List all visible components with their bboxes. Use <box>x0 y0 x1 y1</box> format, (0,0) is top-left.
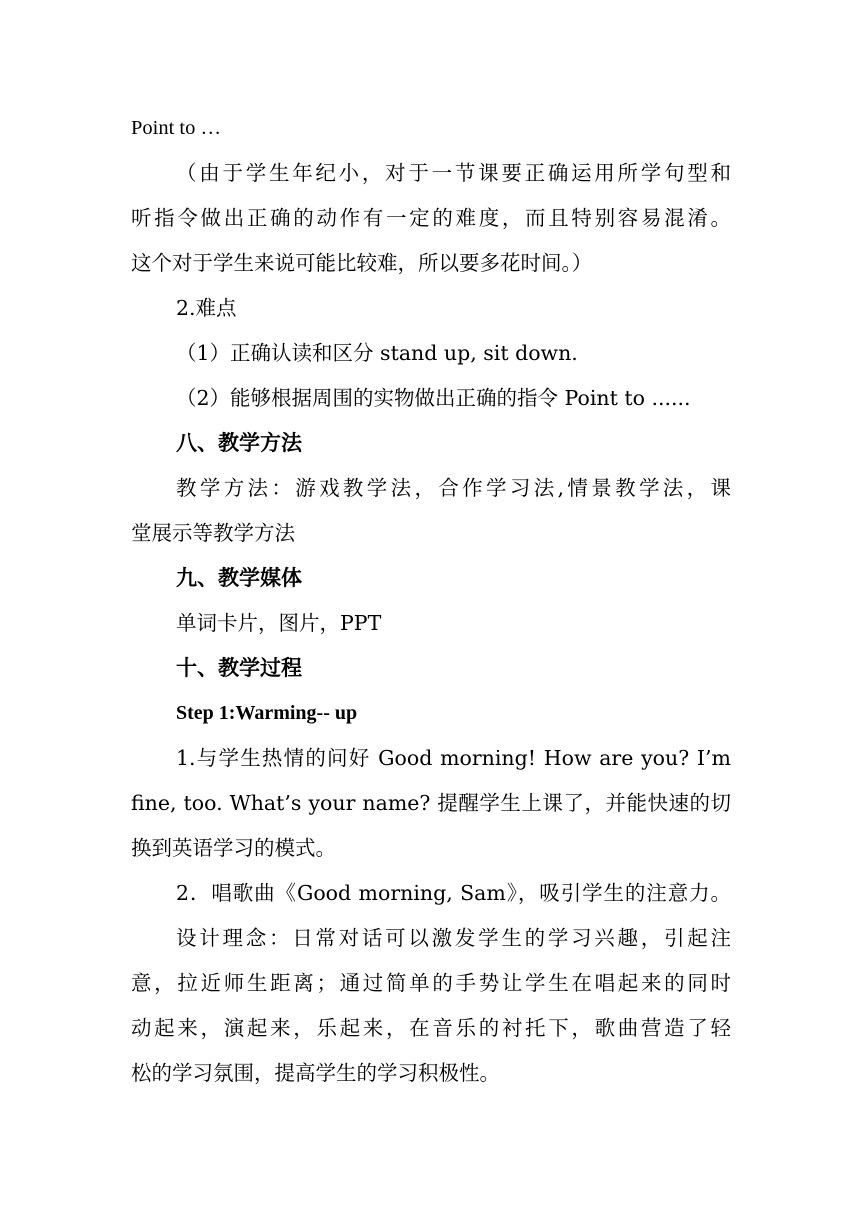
text-line-note-2: 听指令做出正确的动作有一定的难度，而且特别容易混淆。 <box>131 206 731 230</box>
text-line-note-1: （由于学生年纪小，对于一节课要正确运用所学句型和 <box>176 161 731 185</box>
section-heading-process: 十、教学过程 <box>176 656 302 680</box>
text-line-difficulty-2: （2）能够根据周围的实物做出正确的指令 Point to ...... <box>176 386 691 410</box>
subheading-difficulty: 2.难点 <box>176 296 237 320</box>
text-line-design-1: 设计理念：日常对话可以激发学生的学习兴趣，引起注 <box>176 926 731 950</box>
text-line-design-4: 松的学习氛围，提高学生的学习积极性。 <box>131 1061 500 1085</box>
text-line-step1-item1-a: 1.与学生热情的问好 Good morning! How are you? I’m <box>176 746 731 770</box>
text-line-step1-item1-b: fine, too. What’s your name? 提醒学生上课了，并能快速的切 <box>131 791 731 815</box>
text-line-step1-item1-c: 换到英语学习的模式。 <box>131 836 336 860</box>
section-heading-methods: 八、教学方法 <box>176 431 302 455</box>
text-line-methods-1: 教学方法：游戏教学法，合作学习法,情景教学法，课 <box>176 476 731 500</box>
section-heading-media: 九、教学媒体 <box>176 566 302 590</box>
text-line-point-to: Point to … <box>131 117 221 139</box>
text-line-note-3: 这个对于学生来说可能比较难，所以要多花时间。） <box>131 251 593 275</box>
text-line-design-2: 意，拉近师生距离；通过简单的手势让学生在唱起来的同时 <box>131 971 731 995</box>
text-line-design-3: 动起来，演起来，乐起来，在音乐的衬托下，歌曲营造了轻 <box>131 1016 731 1040</box>
step-heading-warming-up: Step 1:Warming-- up <box>176 702 358 724</box>
text-line-media: 单词卡片，图片，PPT <box>176 611 382 635</box>
text-line-methods-2: 堂展示等教学方法 <box>131 521 295 545</box>
text-line-step1-item2: 2．唱歌曲《Good morning, Sam》，吸引学生的注意力。 <box>176 881 731 905</box>
text-line-difficulty-1: （1）正确认读和区分 stand up, sit down. <box>176 341 578 365</box>
